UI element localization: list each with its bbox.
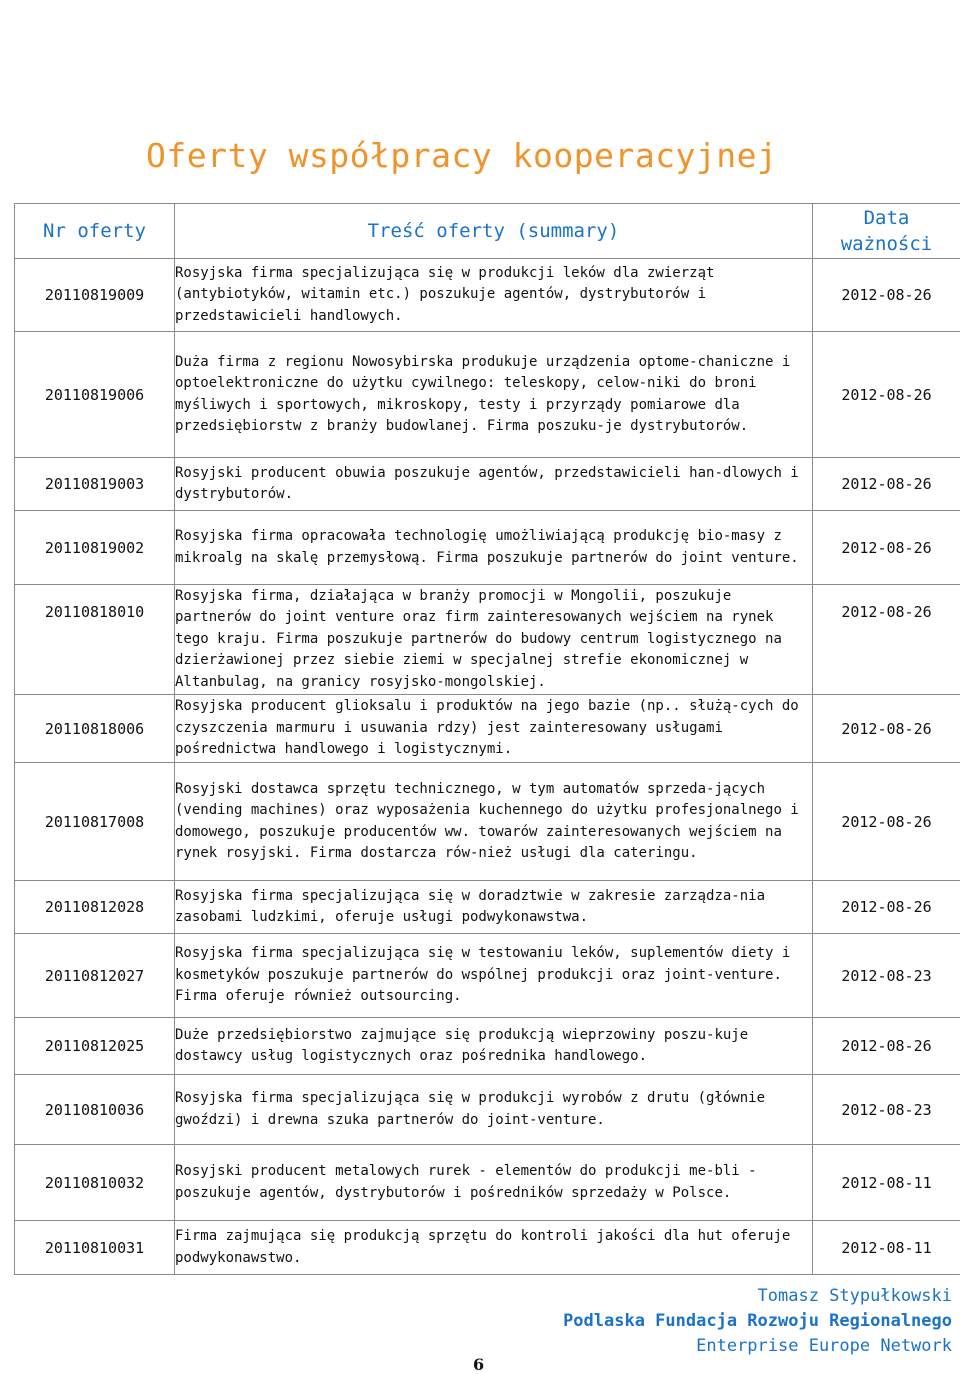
table-header-row: [15, 204, 960, 259]
table-row: [15, 1221, 960, 1275]
expiry-date: 2012-08-26: [813, 259, 960, 332]
header-expiry-date: Data ważności: [813, 204, 960, 259]
offer-summary: Rosyjska firma, działająca w branży promocji w Mongolii, poszukuje partnerów do joint venture oraz firm zainteresowanych wejściem na rynek tego kraju. Firma poszukuje partnerów do budowy centrum logistycznego na dzierżawionej przez siebie ziemi w specjalnej strefie ekonomicznej w Altanbulag, na granicy rosyjsko-mongolskiej.: [175, 585, 813, 695]
table-row: [15, 585, 960, 695]
table-row: [15, 332, 960, 458]
offer-summary: Rosyjska firma specjalizująca się w produkcji leków dla zwierząt (antybiotyków, witamin etc.) poszukuje agentów, dystrybutorów i przedstawicieli handlowych.: [175, 259, 813, 332]
offer-summary: Duże przedsiębiorstwo zajmujące się produkcją wieprzowiny poszu-kuje dostawcy usług logistycznych oraz pośrednika handlowego.: [175, 1018, 813, 1075]
table-row: [15, 695, 960, 763]
page-title: Oferty współpracy kooperacyjnej: [146, 136, 778, 175]
footer-organization: Podlaska Fundacja Rozwoju Regionalnego: [563, 1311, 952, 1331]
offer-summary: Rosyjska firma specjalizująca się w testowaniu leków, suplementów diety i kosmetyków poszukuje partnerów do wspólnej produkcji oraz joint-venture. Firma oferuje również outsourcing.: [175, 934, 813, 1018]
offer-summary: Rosyjski producent metalowych rurek - elementów do produkcji me-bli - poszukuje agentów, dystrybutorów i pośredników sprzedaży w Polsce.: [175, 1145, 813, 1221]
offer-number: 20110819003: [15, 458, 175, 511]
table-row: [15, 1145, 960, 1221]
table-row: [15, 458, 960, 511]
offer-number: 20110819009: [15, 259, 175, 332]
offer-number: 20110819002: [15, 511, 175, 585]
expiry-date: 2012-08-11: [813, 1145, 960, 1221]
expiry-date: 2012-08-11: [813, 1221, 960, 1275]
expiry-date: 2012-08-26: [813, 458, 960, 511]
footer-credits: [563, 1284, 952, 1359]
expiry-date: 2012-08-26: [813, 881, 960, 934]
offer-number: 20110812027: [15, 934, 175, 1018]
offer-number: 20110819006: [15, 332, 175, 458]
offer-summary: Duża firma z regionu Nowosybirska produkuje urządzenia optome-chaniczne i optoelektroniczne do użytku cywilnego: teleskopy, celow-niki do broni myśliwych i sportowych, mikroskopy, testy i przyrządy pomiarowe dla przedsiębiorstw z branży budowlanej. Firma poszuku-je dystrybutorów.: [175, 332, 813, 458]
table-row: [15, 511, 960, 585]
expiry-date: 2012-08-26: [813, 695, 960, 763]
table-row: [15, 763, 960, 881]
table-row: [15, 881, 960, 934]
offer-summary: Rosyjska firma specjalizująca się w doradztwie w zakresie zarządza-nia zasobami ludzkimi, oferuje usługi podwykonawstwa.: [175, 881, 813, 934]
expiry-date: 2012-08-23: [813, 1075, 960, 1145]
offer-number: 20110810036: [15, 1075, 175, 1145]
table-row: [15, 934, 960, 1018]
offer-number: 20110812025: [15, 1018, 175, 1075]
offer-number: 20110818010: [15, 585, 175, 695]
header-offer-summary: Treść oferty (summary): [175, 204, 813, 259]
offer-summary: Rosyjska firma specjalizująca się w produkcji wyrobów z drutu (głównie gwoździ) i drewna szuka partnerów do joint-venture.: [175, 1075, 813, 1145]
page-number: 6: [473, 1355, 485, 1374]
offers-table: [14, 203, 960, 1275]
table-row: [15, 1075, 960, 1145]
table-row: [15, 1018, 960, 1075]
offer-summary: Rosyjski producent obuwia poszukuje agentów, przedstawicieli han-dlowych i dystrybutorów.: [175, 458, 813, 511]
offer-summary: Rosyjska firma opracowała technologię umożliwiającą produkcję bio-masy z mikroalg na skalę przemysłową. Firma poszukuje partnerów do joint venture.: [175, 511, 813, 585]
offer-summary: Firma zajmująca się produkcją sprzętu do kontroli jakości dla hut oferuje podwykonawstwo.: [175, 1221, 813, 1275]
expiry-date: 2012-08-26: [813, 763, 960, 881]
offer-number: 20110817008: [15, 763, 175, 881]
expiry-date: 2012-08-26: [813, 332, 960, 458]
table-row: [15, 259, 960, 332]
expiry-date: 2012-08-26: [813, 1018, 960, 1075]
header-offer-number: Nr oferty: [15, 204, 175, 259]
offer-number: 20110810031: [15, 1221, 175, 1275]
offer-number: 20110818006: [15, 695, 175, 763]
offer-number: 20110810032: [15, 1145, 175, 1221]
expiry-date: 2012-08-26: [813, 585, 960, 695]
offer-number: 20110812028: [15, 881, 175, 934]
footer-network: Enterprise Europe Network: [696, 1336, 952, 1356]
expiry-date: 2012-08-23: [813, 934, 960, 1018]
expiry-date: 2012-08-26: [813, 511, 960, 585]
offer-summary: Rosyjska producent glioksalu i produktów na jego bazie (np.. służą-cych do czyszczenia marmuru i usuwania rdzy) jest zainteresowany usługami pośrednictwa handlowego i logistycznymi.: [175, 695, 813, 763]
footer-author: Tomasz Stypułkowski: [757, 1286, 952, 1306]
offer-summary: Rosyjski dostawca sprzętu technicznego, w tym automatów sprzeda-jących (vending machines) oraz wyposażenia kuchennego do użytku profesjonalnego i domowego, poszukuje producentów ww. towarów zainteresowanych wejściem na rynek rosyjski. Firma dostarcza rów-nież usługi dla cateringu.: [175, 763, 813, 881]
